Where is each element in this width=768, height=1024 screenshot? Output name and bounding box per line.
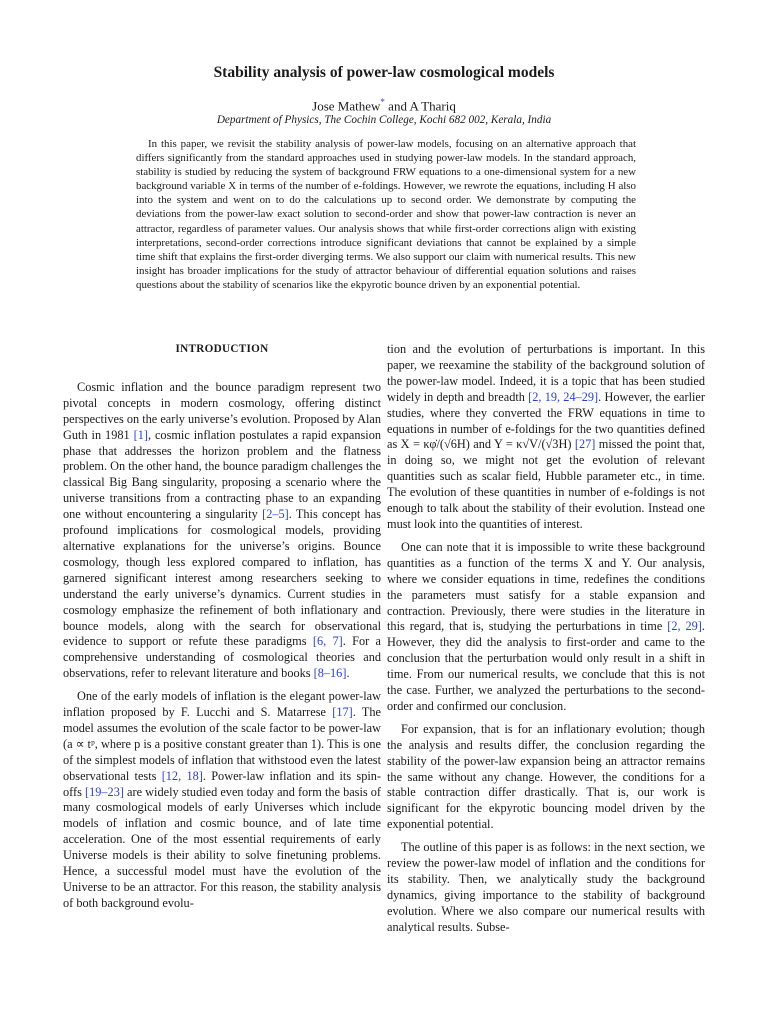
- citation-link[interactable]: [27]: [574, 437, 596, 452]
- citation-link[interactable]: [2, 19, 24–29]: [528, 389, 599, 404]
- text-run: . This concept has profound implications for cosmological models, providing alternative explanations for the universe’s origins. Bounce cosmology, though less explored compared to inflation, has garnered significant interest among researchers seeking to understand the early universe’s dynamics. Current studies in cosmology emphasize the refinement of both inflationary and bounce models, along with the search for observational evidence to support or refute these paradigms: [63, 507, 381, 649]
- text-run: . For a comprehensive understanding of cosmological theories and observations, refer to relevant literature and books: [63, 634, 382, 681]
- corresponding-author-mark[interactable]: *: [380, 97, 385, 107]
- paragraph: [387, 342, 705, 533]
- text-run: are widely studied even today and form the basis of many cosmological models of early Universes which include models of inflation and cosmic bounce, and of late time acceleration. One of the most essential requirements of early Universe models is their ability to solve finetuning problems. Hence, a successful model must have the evolution of the Universe to be an attractor. For this reason, the stability analysis of both background evolu-: [63, 784, 382, 910]
- citation-link[interactable]: [6, 7]: [312, 634, 343, 649]
- text-run: . However, the earlier studies, where they converted the FRW equations in time to equations in number of e-foldings for the two quantities defined as X = κφ̇/(√6H) and Y = κ√V/(√3H): [387, 389, 705, 452]
- text-run: missed the point that, in doing so, we might not get the evolution of relevant quantities such as scalar field, Hubble parameter etc., in time. The evolution of these quantities in number of e-foldings is not enough to talk about the stability of their evolution. Instead one must look into the quantities of interest.: [387, 437, 705, 531]
- citation-link[interactable]: [12, 18]: [161, 768, 203, 783]
- text-run: . The model assumes the evolution of the scale factor to be power-law (a ∝ tᵖ, where p is a positive constant greater than 1). This is one of the simplest models of inflation that withstood even the latest observational tests: [63, 705, 382, 783]
- paragraph: The outline of this paper is as follows: in the next section, we review the power-law model of inflation and the conditions for its stability. Then, we analytically study the background dynamics, giving importance to the stability of background evolution. Where we also compare our numerical results with analytical results. Subse-: [387, 840, 705, 934]
- abstract: In this paper, we revisit the stability analysis of power-law models, focusing on an alternative approach that differs significantly from the standard approaches used in studying power-law models. In the standard approach, stability is studied by reducing the system of background FRW equations to a one-dimensional system for a new background variable X in terms of the number of e-foldings. However, we rewrote the equations, including H also into the system and went on to do the calculations up to second order. We demonstrate by computing the deviations from the power-law exact solution to second-order and show that power-law contraction is never an attractor, regardless of parameter values. Our analysis shows that while first-order corrections align with existing interpretations, second-order corrections introduce significant deviations that cannot be explained by a simple time shift that explains the first-order diverging terms. We also support our claim with numerical results. This new insight has broader implications for the study of attractor behaviour of differential equation solutions and raises questions about the stability of scenarios like the ekpyrotic bounce driven by an exponential potential.: [136, 138, 636, 291]
- paragraph: [387, 540, 705, 715]
- citation-link[interactable]: [17]: [332, 705, 353, 720]
- citation-link[interactable]: [1]: [133, 427, 148, 442]
- author-line: [0, 97, 768, 114]
- text-run: , cosmic inflation postulates a rapid expansion phase that addresses the horizon problem and the flatness problem. On the other hand, the bounce paradigm challenges the classical Big Bang singularity, proposing a scenario where the universe transitions from a contracting phase to an expanding one without encountering a singularity: [63, 427, 381, 522]
- left-column: [63, 342, 381, 919]
- author-name: A Thariq: [409, 98, 456, 114]
- paragraph: For expansion, that is for an inflationary evolution; though the analysis and results differ, the conclusion regarding the stability of the power-law expansion being an attractor remains the same without any change. However, the conditions for a stable contraction differ drastically. That is, our work is significant for the ekpyrotic bouncing model driven by the exponential potential.: [387, 721, 705, 832]
- citation-link[interactable]: [2, 29]: [667, 619, 702, 634]
- paragraph: [63, 380, 381, 682]
- citation-link[interactable]: [8–16]: [313, 666, 347, 681]
- affiliation: Department of Physics, The Cochin College, Kochi 682 002, Kerala, India: [216, 114, 552, 126]
- author-name: Jose Mathew: [312, 98, 381, 114]
- section-heading: INTRODUCTION: [175, 343, 269, 355]
- paper-title: Stability analysis of power-law cosmological models: [213, 64, 555, 81]
- text-run: One of the early models of inflation is the elegant power-law inflation proposed by F. Lucchi and S. Matarrese: [63, 689, 381, 720]
- citation-link[interactable]: [2–5]: [262, 507, 289, 522]
- paragraph: [63, 689, 381, 912]
- text-run: One can note that it is impossible to write these background quantities as a function of the terms X and Y. Our analysis, where we consider equations in time, redefines the conditions the parameters must satisfy for a stable expansion and contraction. Previously, there were studies in the literature in this regard, that is, studying the perturbations in time: [387, 539, 705, 634]
- citation-link[interactable]: [19–23]: [85, 784, 124, 799]
- right-column: [387, 342, 705, 943]
- text-run: Cosmic inflation and the bounce paradigm represent two pivotal concepts in modern cosmology, offering distinct perspectives on the early universe’s evolution. Proposed by Alan Guth in 1981: [63, 379, 381, 442]
- text-run: .: [346, 666, 350, 681]
- text-run: . Power-law inflation and its spin-offs: [63, 768, 381, 799]
- text-run: . However, they did the analysis to first-order and came to the conclusion that the perturbation would only result in a shift in time. From our numerical results, we conclude that this is not the case. Further, we analyzed the perturbations to the second-order and confirmed our conclusion.: [387, 619, 705, 713]
- author-separator: and: [384, 98, 410, 114]
- text-run: tion and the evolution of perturbations is important. In this paper, we reexamine the stability of the background solution of the power-law model. Indeed, it is a topic that has been studied widely in depth and breadth: [387, 342, 705, 404]
